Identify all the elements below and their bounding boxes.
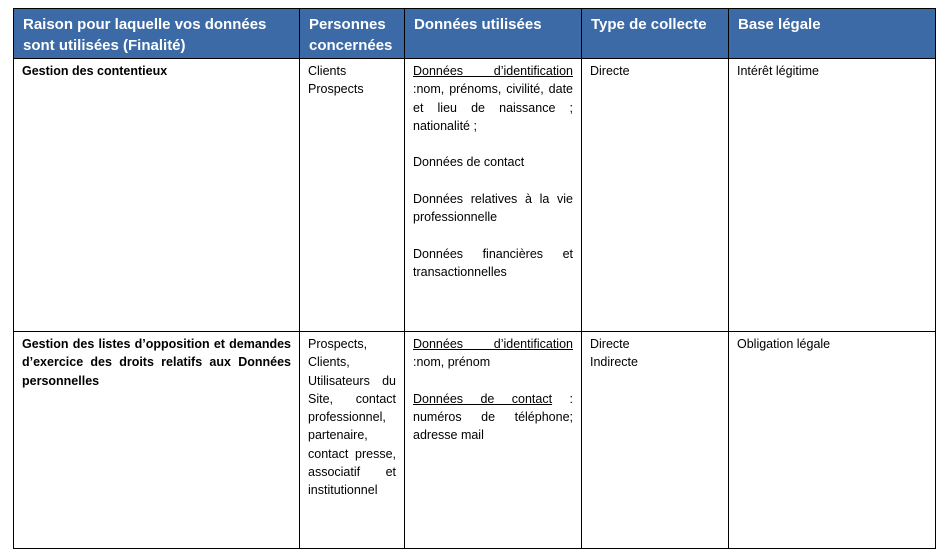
collecte-cell xyxy=(582,332,729,549)
personne-item: Clients xyxy=(308,64,347,78)
table-row xyxy=(14,332,936,549)
header-finalite: Raison pour laquelle vos données sont utilisées (Finalité) xyxy=(14,9,300,59)
donnees-contact-detail: : numéros de téléphone; adresse mail xyxy=(413,391,573,443)
donnees-identification-detail: :nom, prénom xyxy=(413,355,491,370)
collecte-item: Indirecte xyxy=(590,355,638,370)
donnees-identification-label: Données d’identification xyxy=(413,337,573,351)
finalite-cell: Gestion des listes d’opposition et demandes d’exercice des droits relatifs aux Données personnelles xyxy=(14,332,300,549)
header-base: Base légale xyxy=(729,9,936,59)
donnees-contact xyxy=(413,390,573,445)
processing-table xyxy=(13,8,936,549)
header-collecte: Type de collecte xyxy=(582,9,729,59)
personne-item: Prospects xyxy=(308,82,364,97)
base-cell: Intérêt légitime xyxy=(729,59,936,332)
table-row xyxy=(14,59,936,332)
base-cell: Obligation légale xyxy=(729,332,936,549)
collecte-item: Directe xyxy=(590,64,630,78)
donnees-identification xyxy=(413,335,573,372)
finalite-cell: Gestion des contentieux xyxy=(14,59,300,332)
personnes-cell xyxy=(300,59,405,332)
collecte-cell xyxy=(582,59,729,332)
header-personnes: Personnes concernées xyxy=(300,9,405,59)
donnees-contact-label: Données de contact xyxy=(413,391,553,406)
donnees-financieres: Données financières et transactionnelles xyxy=(413,246,573,280)
donnees-identification xyxy=(413,62,573,135)
donnees-cell xyxy=(405,332,582,549)
header-donnees: Données utilisées xyxy=(405,9,582,59)
donnees-identification-detail: :nom, prénoms, civilité, date et lieu de naissance ; nationalité ; xyxy=(413,82,573,133)
personnes-cell: Prospects, Clients, Utilisateurs du Site, contact professionnel, partenaire, contact presse, associatif et institutionnel xyxy=(300,332,405,549)
collecte-item: Directe xyxy=(590,337,630,351)
table-header-row xyxy=(14,9,936,59)
donnees-vie-pro: Données relatives à la vie professionnelle xyxy=(413,192,573,225)
donnees-identification-label: Données d’identification xyxy=(413,64,573,78)
donnees-contact: Données de contact xyxy=(413,155,525,170)
donnees-cell xyxy=(405,59,582,332)
